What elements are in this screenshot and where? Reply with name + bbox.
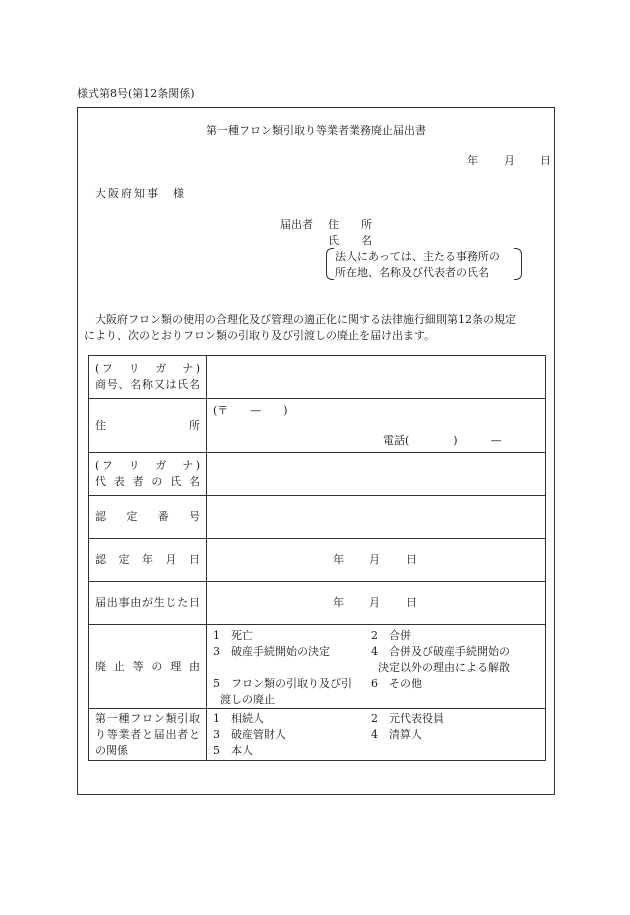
approval-date-label: 認定年月日 xyxy=(95,553,200,566)
reason-label-cell xyxy=(89,625,207,709)
trade-name-field[interactable] xyxy=(207,356,546,399)
relation-label-cell xyxy=(89,709,207,761)
date-year: 年 xyxy=(467,154,478,167)
corp-note-line1: 法人にあっては、主たる事務所の xyxy=(335,250,500,263)
table-row xyxy=(89,625,546,709)
event-date-label: 届出事由が生じた日 xyxy=(95,596,200,609)
corp-note-line2: 所在地、名称及び代表者の氏名 xyxy=(335,266,489,279)
reason-option-other[interactable]: 6 その他 xyxy=(371,677,422,690)
form-number: 様式第8号(第12条関係) xyxy=(77,87,195,100)
table-row xyxy=(89,582,546,625)
approval-number-label-cell xyxy=(89,496,207,539)
table-row xyxy=(89,399,546,453)
table-row xyxy=(89,453,546,496)
reason-label: 廃止等の理由 xyxy=(95,659,200,673)
notifier-name-label: 氏 名 xyxy=(328,234,372,247)
trade-name-furigana: (フ リ ガ ナ) xyxy=(95,362,200,375)
relation-options xyxy=(207,709,546,761)
approval-date-field[interactable] xyxy=(207,539,546,582)
reason-option-abolition-b: 渡しの廃止 xyxy=(220,693,275,706)
statement-line1: 大阪府フロン類の使用の合理化及び管理の適正化に関する法律施行細則第12条の規定 xyxy=(95,313,516,326)
event-date-label-cell xyxy=(89,582,207,625)
form-table xyxy=(88,355,546,761)
relation-option-self[interactable]: 5 本人 xyxy=(213,744,253,757)
note-bracket-right xyxy=(514,248,522,280)
address-label: 住 所 xyxy=(95,418,200,432)
table-row xyxy=(89,356,546,399)
reason-option-abolition-a[interactable]: 5 フロン類の引取り及び引 xyxy=(213,677,352,690)
representative-field[interactable] xyxy=(207,453,546,496)
approval-date-year: 年 xyxy=(333,553,344,566)
addressee: 大阪府知事 様 xyxy=(95,187,186,200)
reason-option-death[interactable]: 1 死亡 xyxy=(213,629,253,642)
postal-code: (〒 — ) xyxy=(213,404,288,417)
representative-furigana: (フ リ ガ ナ) xyxy=(95,459,200,472)
table-row xyxy=(89,496,546,539)
reason-option-dissolution-b: 決定以外の理由による解散 xyxy=(378,661,510,674)
phone-number: 電話( ) — xyxy=(383,434,502,447)
form-title: 第一種フロン類引取り等業者業務廃止届出書 xyxy=(206,124,426,137)
reason-option-bankruptcy[interactable]: 3 破産手続開始の決定 xyxy=(213,645,330,658)
date-day: 日 xyxy=(540,154,551,167)
trade-name-label-cell xyxy=(89,356,207,399)
table-row xyxy=(89,709,546,761)
notifier-address-label: 住 所 xyxy=(328,218,372,231)
event-date-year: 年 xyxy=(333,596,344,609)
approval-number-field[interactable] xyxy=(207,496,546,539)
representative-label-cell xyxy=(89,453,207,496)
note-bracket-left xyxy=(326,248,334,280)
reason-option-dissolution-a[interactable]: 4 合併及び破産手続開始の xyxy=(371,645,510,658)
relation-label-2: り等業者と届出者と xyxy=(95,727,200,741)
approval-date-month: 月 xyxy=(369,553,380,566)
relation-option-liquidator[interactable]: 4 清算人 xyxy=(371,728,422,741)
address-label-cell xyxy=(89,399,207,453)
approval-date-label-cell xyxy=(89,539,207,582)
reason-option-merger[interactable]: 2 合併 xyxy=(371,629,411,642)
approval-number-label: 認定番号 xyxy=(95,510,200,523)
relation-label-3: の関係 xyxy=(95,743,128,757)
trade-name-label: 商号、名称又は氏名 xyxy=(95,378,200,391)
reason-options xyxy=(207,625,546,709)
address-field[interactable] xyxy=(207,399,546,453)
representative-label: 代表者の氏名 xyxy=(95,475,200,488)
table-row xyxy=(89,539,546,582)
event-date-month: 月 xyxy=(369,596,380,609)
relation-option-heir[interactable]: 1 相続人 xyxy=(213,712,264,725)
event-date-day: 日 xyxy=(406,596,417,609)
relation-option-former-officer[interactable]: 2 元代表役員 xyxy=(371,712,444,725)
statement-line2: により、次のとおりフロン類の引取り及び引渡しの廃止を届け出ます。 xyxy=(84,329,436,342)
approval-date-day: 日 xyxy=(406,553,417,566)
event-date-field[interactable] xyxy=(207,582,546,625)
notifier-label: 届出者 xyxy=(280,218,313,231)
date-month: 月 xyxy=(504,154,515,167)
relation-option-trustee[interactable]: 3 破産管財人 xyxy=(213,728,286,741)
relation-label-1: 第一種フロン類引取 xyxy=(95,711,200,725)
